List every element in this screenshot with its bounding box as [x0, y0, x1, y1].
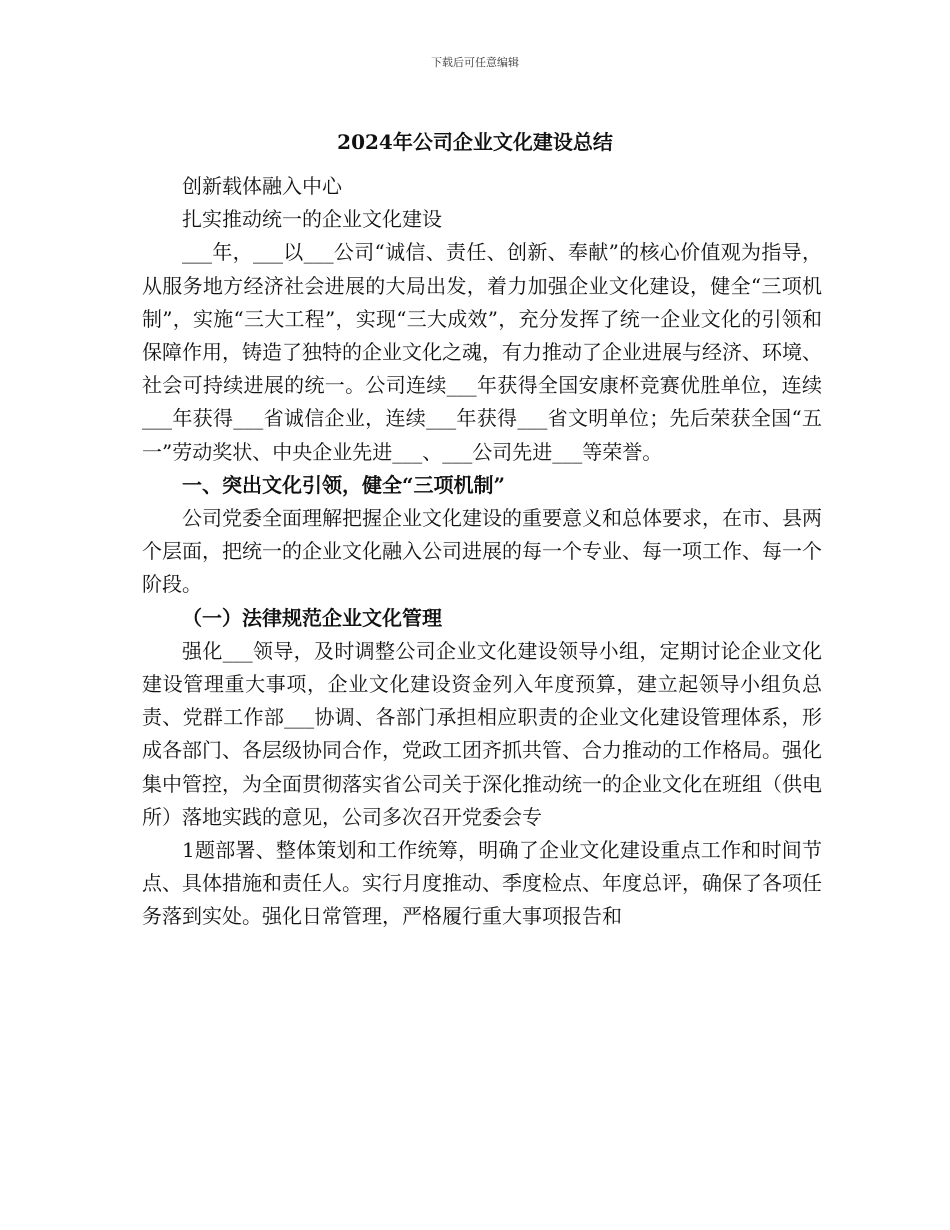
subtitle-line: 扎实推动统一的企业文化建设	[182, 207, 442, 232]
body-paragraph: ___年，___以___公司“诚信、责任、创新、奉献”的核心价值观为指导，从服务地方经济社会进展的大局出发，着力加强企业文化建设，健全“三项机制”，实施“三大工程”，实现“三大成效”，充分发挥了统一企业文化的引领和保障作用，铸造了独特的企业文化之魂，有力推动了企业进展与经济、环境、社会可持续进展的统一。公司连续___年获得全国安康杯竞赛优胜单位，连续___年获得___省诚信企业，连续___年获得___省文明单位；先后荣获全国“五一”劳动奖状、中央企业先进___、___公司先进___等荣誉。	[142, 240, 822, 464]
body-paragraph: 1题部署、整体策划和工作统筹，明确了企业文化建设重点工作和时间节点、具体措施和责任人。实行月度推动、季度检点、年度总评，确保了各项任务落到实处。强化日常管理，严格履行重大事项报告和	[142, 838, 822, 929]
body-paragraph: 公司党委全面理解把握企业文化建设的重要意义和总体要求，在市、县两个层面，把统一的企业文化融入公司进展的每一个专业、每一项工作、每一个阶段。	[142, 506, 822, 597]
header-note: 下载后可任意编辑	[431, 56, 519, 69]
section-heading: 一、突出文化引领，健全“三项机制”	[182, 472, 506, 497]
body-paragraph: 强化___领导，及时调整公司企业文化建设领导小组，定期讨论企业文化建设管理重大事项，企业文化建设资金列入年度预算，建立起领导小组负总责、党群工作部___协调、各部门承担相应职责的企业文化建设管理体系，形成各部门、各层级协同合作，党政工团齐抓共管、合力推动的工作格局。强化集中管控，为全面贯彻落实省公司关于深化推动统一的企业文化在班组（供电所）落地实践的意见，公司多次召开党委会专	[142, 638, 822, 829]
document-body	[142, 170, 822, 934]
subtitle-line: 创新载体融入中心	[182, 174, 342, 198]
document-title: 2024年公司企业文化建设总结	[337, 130, 613, 154]
subsection-heading: （一）法律规范企业文化管理	[182, 605, 442, 630]
